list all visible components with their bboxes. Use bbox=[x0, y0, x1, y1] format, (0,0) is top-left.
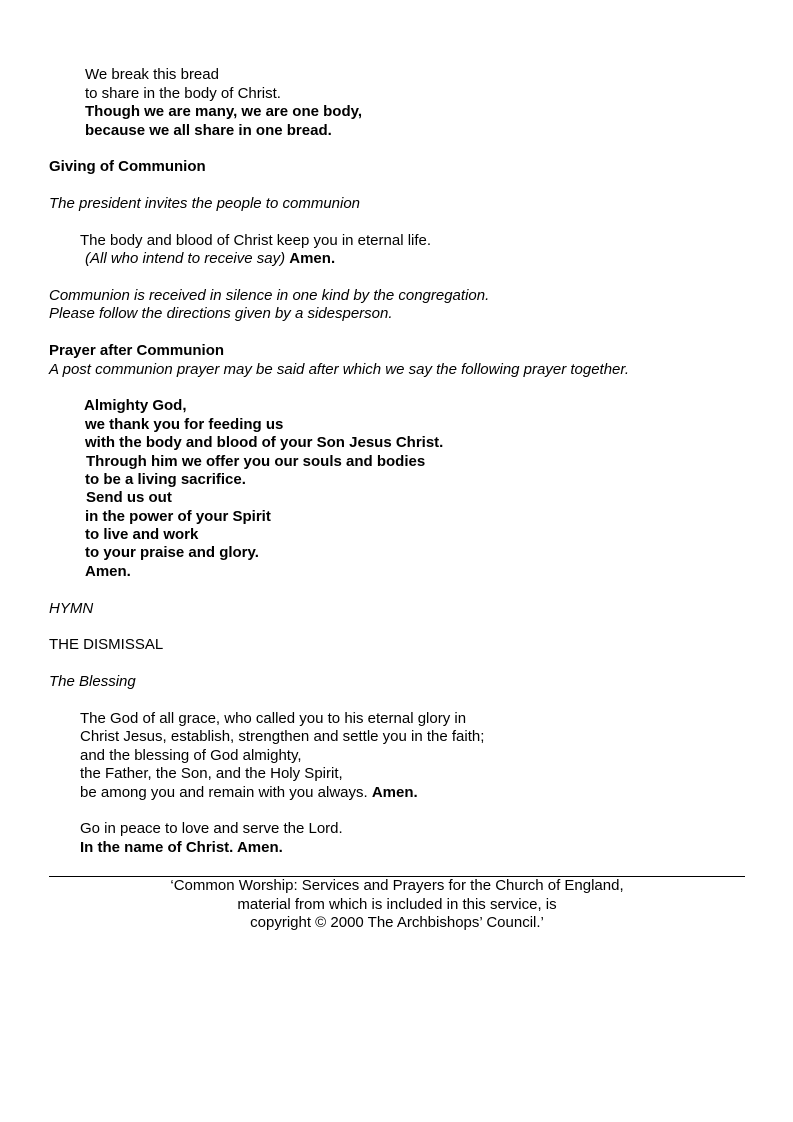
communion-note: Please follow the directions given by a sidesperson. bbox=[49, 305, 393, 322]
copyright-line: material from which is included in this service, is bbox=[237, 896, 557, 913]
prayer-line: Through him we offer you our souls and bodies bbox=[86, 453, 426, 470]
blessing-line: Christ Jesus, establish, strengthen and settle you in the faith; bbox=[80, 728, 485, 745]
fraction-line: to share in the body of Christ. bbox=[85, 85, 281, 102]
section-heading-prayer-after-communion: Prayer after Communion bbox=[49, 342, 225, 359]
response-rubric: (All who intend to receive say) bbox=[85, 250, 286, 267]
communion-words: The body and blood of Christ keep you in eternal life. bbox=[80, 232, 432, 249]
prayer-line: Almighty God, bbox=[84, 397, 187, 414]
prayer-line: Amen. bbox=[85, 563, 131, 580]
rubric-invitation: The president invites the people to communion bbox=[49, 195, 361, 212]
blessing-line-final bbox=[80, 784, 418, 802]
prayer-line: with the body and blood of your Son Jesus Christ. bbox=[85, 434, 444, 451]
rubric-post-communion: A post communion prayer may be said after which we say the following prayer together. bbox=[49, 361, 630, 378]
communion-note: Communion is received in silence in one kind by the congregation. bbox=[49, 287, 490, 304]
copyright-line: copyright © 2000 The Archbishops’ Council.’ bbox=[250, 914, 544, 931]
section-heading-giving-of-communion: Giving of Communion bbox=[49, 158, 206, 175]
copyright-line: ‘Common Worship: Services and Prayers for the Church of England, bbox=[170, 877, 624, 894]
dismissal-sending: Go in peace to love and serve the Lord. bbox=[80, 820, 343, 837]
fraction-line: We break this bread bbox=[85, 66, 219, 83]
prayer-line: in the power of your Spirit bbox=[85, 508, 271, 525]
fraction-response-line: Though we are many, we are one body, bbox=[85, 103, 363, 120]
blessing-line: The God of all grace, who called you to his eternal glory in bbox=[80, 710, 467, 727]
hymn-rubric: HYMN bbox=[49, 600, 94, 617]
prayer-line: we thank you for feeding us bbox=[85, 416, 284, 433]
blessing-rubric: The Blessing bbox=[49, 673, 136, 690]
fraction-response-line: because we all share in one bread. bbox=[85, 122, 332, 139]
response-amen: Amen. bbox=[289, 250, 336, 267]
communion-response-line bbox=[85, 250, 335, 268]
prayer-line: to be a living sacrifice. bbox=[85, 471, 246, 488]
prayer-line: to your praise and glory. bbox=[85, 544, 259, 561]
prayer-line: Send us out bbox=[86, 489, 172, 506]
blessing-line: and the blessing of God almighty, bbox=[80, 747, 302, 764]
prayer-line: to live and work bbox=[85, 526, 199, 543]
blessing-line: the Father, the Son, and the Holy Spirit, bbox=[80, 765, 343, 782]
blessing-text: be among you and remain with you always. bbox=[80, 784, 368, 801]
blessing-amen: Amen. bbox=[371, 784, 418, 801]
dismissal-response: In the name of Christ. Amen. bbox=[80, 839, 283, 856]
section-heading-dismissal: THE DISMISSAL bbox=[49, 636, 164, 653]
